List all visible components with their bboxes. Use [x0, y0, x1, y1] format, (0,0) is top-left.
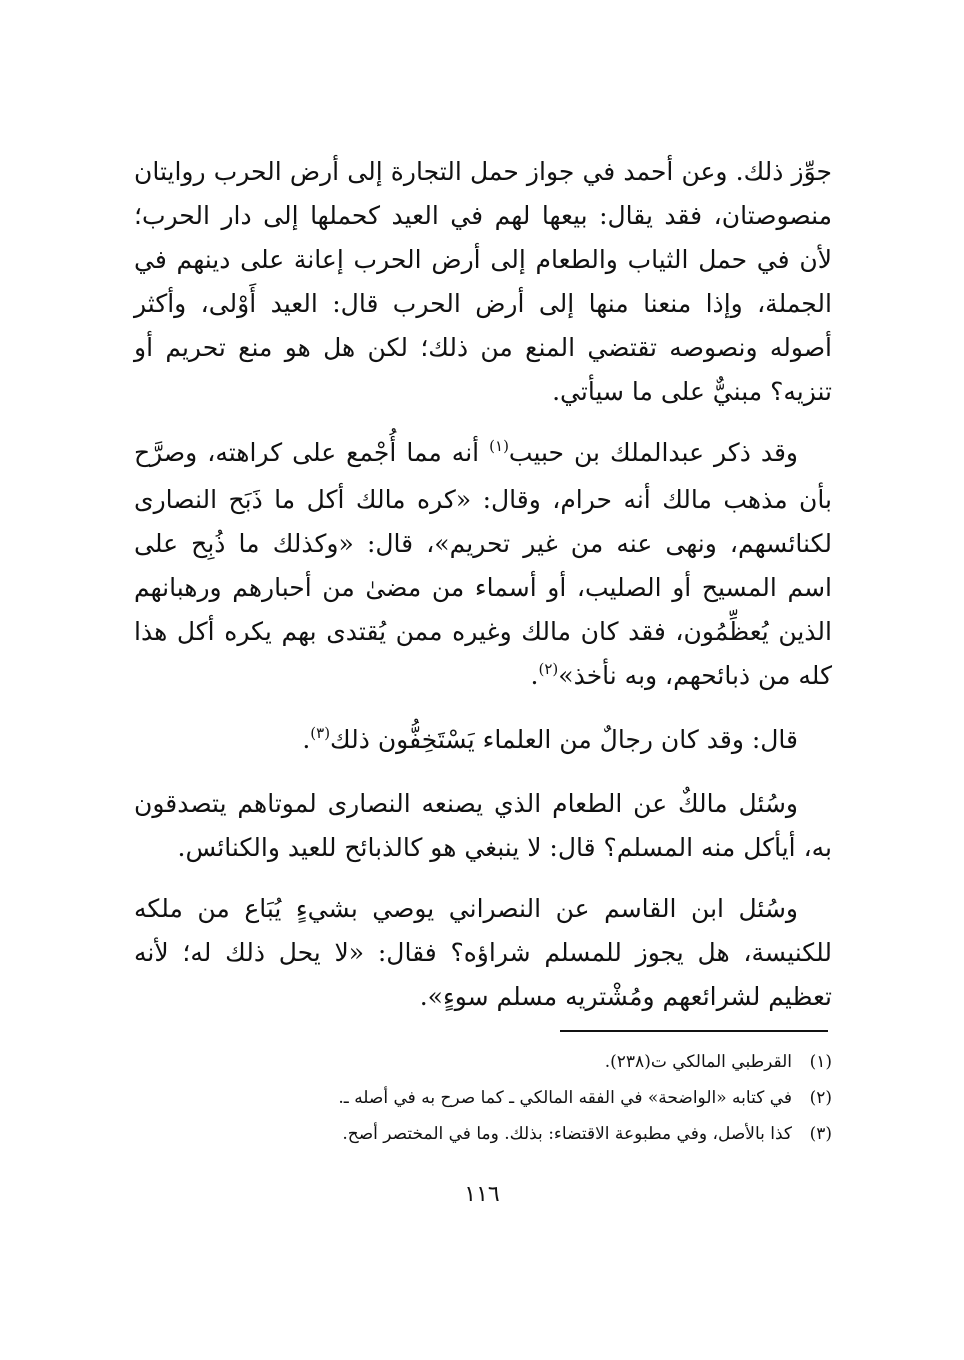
paragraph-2-part-b: أنه مما أُجْمع على كراهته، وصرَّح بأن مذهب مالك أنه حرام، وقال: «كره مالك أكل ما ذَبَح النصارى لكنائسهم، ونهى عنه من غير تحريم»، قال: «وكذلك ما ذُبِح على اسم المسيح أو الصليب، أو أسماء من مضىٰ من أحبارهم ورهبانهم الذين يُعظِّمُون، فقد كان مالك وغيره ممن يُقتدى بهم يكره أكل هذا كله من ذبائحهم، وبه نأخذ»	[134, 438, 832, 690]
footnote-number: (١)	[809, 1052, 832, 1072]
paragraph-3-part-a: قال: وقد كان رجالٌ من العلماء يَسْتَخِفُّون ذلك	[330, 725, 798, 754]
paragraph-3-part-b: .	[302, 725, 311, 754]
footnote-divider	[560, 1030, 828, 1032]
paragraph-5: وسُئل ابن القاسم عن النصراني يوصي بشيءٍ يُبَاع من ملكه للكنيسة، هل يجوز للمسلم شراؤه؟ فقال: «لا يحل ذلك له؛ لأنه تعظيم لشرائعهم ومُشْتريه مسلم سوءٍ».	[134, 894, 832, 1011]
footnote-text: القرطبي المالكي ت(٢٣٨).	[604, 1052, 792, 1072]
paragraph-3	[134, 718, 832, 765]
footnote-1	[200, 1044, 832, 1080]
page-number: ١١٦	[464, 1182, 500, 1207]
footnote-number: (٣)	[809, 1124, 832, 1144]
footnotes	[200, 1044, 832, 1152]
paragraph-2-part-c: .	[530, 661, 539, 690]
footnote-marker-2: (٢)	[538, 660, 559, 678]
main-text	[134, 150, 832, 1036]
footnote-3	[200, 1116, 832, 1152]
footnote-marker-3: (٣)	[310, 724, 331, 742]
footnote-text: كذا بالأصل، وفي مطبوعة الاقتضاء: بذلك. وما في المختصر أصح.	[342, 1124, 792, 1144]
footnote-marker-1: (١)	[489, 437, 509, 455]
footnote-text: في كتابه «الواضحة» في الفقه المالكي ـ كما صرح به في أصله ـ.	[338, 1088, 792, 1108]
paragraph-2-part-a: وقد ذكر عبدالملك بن حبيب	[508, 438, 798, 467]
paragraph-4: وسُئل مالكٌ عن الطعام الذي يصنعه النصارى لموتاهم يتصدقون به، أيأكل منه المسلم؟ قال: لا ينبغي هو كالذبائح للعيد والكنائس.	[134, 789, 832, 862]
footnote-2	[200, 1080, 832, 1116]
paragraph-1: جوِّز ذلك. وعن أحمد في جواز حمل التجارة إلى أرض الحرب روايتان منصوصتان، فقد يقال: بيعها لهم في العيد كحملها إلى دار الحرب؛ لأن في حمل الثياب والطعام إلى أرض الحرب إعانة على دينهم في الجملة، وإذا منعنا منها إلى أرض الحرب قال: العيد أَوْلى، وأكثر أصوله ونصوصه تقتضي المنع من ذلك؛ لكن هل هو منع تحريم أو تنزيه؟ مبنيٌّ على ما سيأتي.	[134, 157, 832, 406]
paragraph-2	[134, 431, 832, 701]
footnote-number: (٢)	[809, 1088, 832, 1108]
